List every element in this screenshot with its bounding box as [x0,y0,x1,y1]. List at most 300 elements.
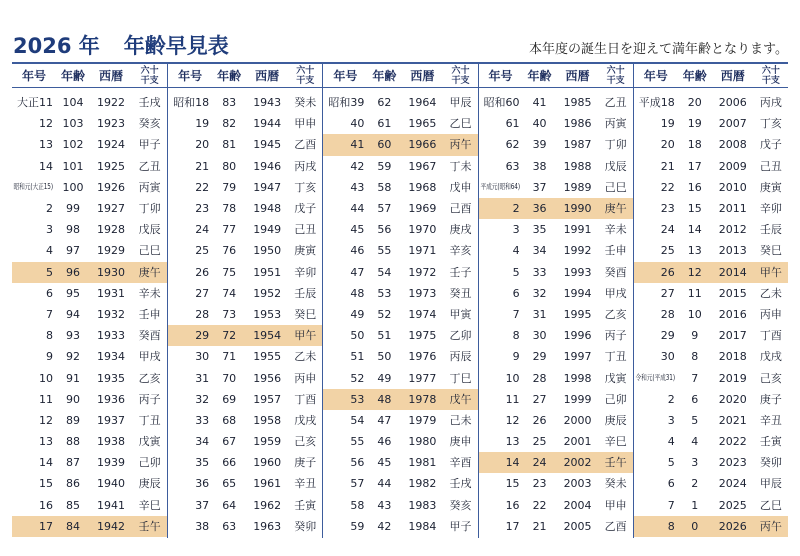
age-cell: 4 [691,435,699,449]
table-row [323,325,477,346]
table-row [634,156,788,177]
eto-cell: 戊申 [449,180,472,194]
year-cell: 1972 [408,265,437,279]
table-row [323,262,477,283]
year-cell: 1938 [97,435,125,449]
eto-cell: 丁卯 [604,138,627,152]
table-row [12,410,167,431]
year-cell: 1942 [97,519,125,533]
age-cell: 62 [377,96,392,110]
era-cell [634,329,678,342]
era-cell [479,117,523,130]
table-row [12,283,167,304]
era-cell [12,456,56,469]
era-cell [479,244,523,257]
era-cell [168,266,212,279]
table-row [12,431,167,452]
eto-cell: 己巳 [138,244,161,258]
year-cell: 2020 [718,392,747,406]
era-label: 5 [667,456,675,470]
era-cell [323,477,367,490]
era-cell [634,393,678,406]
age-cell: 40 [532,117,547,131]
era-label: 昭和元(大正15) [13,182,53,192]
table-row [168,452,322,473]
header-eto-line-2: 干支 [296,75,315,86]
year-cell: 1969 [408,202,437,216]
age-cell: 60 [377,138,392,152]
year-cell: 1950 [253,244,282,258]
era-cell [323,244,367,257]
table-row [634,177,788,198]
era-cell [323,223,367,236]
era-cell [12,223,56,236]
era-cell [12,138,56,151]
year-cell: 1987 [563,138,592,152]
era-cell [634,477,678,490]
table-row [323,219,477,240]
eto-cell: 乙卯 [449,329,472,343]
year-cell: 2009 [718,159,747,173]
era-label: 61 [505,117,520,131]
header-eto-line-1: 六十 [140,65,159,76]
era-cell [323,138,367,151]
era-cell [323,96,367,109]
era-label: 5 [46,265,53,279]
era-label: 6 [512,286,520,300]
year-cell: 1934 [97,350,125,364]
era-cell [634,138,678,151]
table-row [634,367,788,388]
year-cell: 1982 [408,477,437,491]
year-cell: 1975 [408,329,437,343]
year-cell: 2003 [563,477,592,491]
age-cell: 94 [66,307,80,321]
age-cell: 34 [532,244,547,258]
era-label: 45 [350,223,365,237]
era-label: 14 [39,159,53,173]
eto-cell: 壬寅 [759,435,782,449]
eto-cell: 戊戌 [294,413,317,427]
year-cell: 1996 [563,329,592,343]
era-label: 23 [660,202,675,216]
era-label: 30 [660,350,675,364]
era-label: 27 [660,286,675,300]
era-label: 3 [46,223,53,237]
era-cell [479,520,523,533]
age-cell: 26 [532,413,547,427]
year-cell: 1928 [97,223,125,237]
era-label: 56 [350,456,365,470]
year-cell: 1962 [253,498,282,512]
year-cell: 1927 [97,202,125,216]
year-cell: 1989 [563,180,592,194]
era-label: 2 [46,202,53,216]
table-header [634,62,788,88]
era-label: 51 [350,350,365,364]
table-row [634,240,788,261]
era-label: 57 [350,477,365,491]
header-eto-line-1: 六十 [451,65,470,76]
eto-cell: 甲辰 [759,477,782,491]
table-row [168,346,322,367]
table-group [167,62,322,538]
age-cell: 96 [66,265,80,279]
era-label: 平成18 [638,96,675,110]
year-cell: 2006 [718,96,747,110]
era-label: 7 [512,307,520,321]
year-cell: 1952 [253,286,282,300]
table-row-highlighted [634,516,788,537]
age-cell: 75 [222,265,237,279]
era-cell [634,202,678,215]
header-eto [443,66,477,86]
table-row [12,304,167,325]
eto-cell: 癸巳 [759,244,782,258]
age-cell: 85 [66,498,80,512]
era-cell [479,477,523,490]
era-cell [479,202,523,215]
year-cell: 2026 [718,519,747,533]
eto-cell: 丁酉 [294,392,317,406]
eto-cell: 辛巳 [138,498,161,512]
year-cell: 1953 [253,307,282,321]
year-cell: 2017 [718,329,747,343]
eto-cell: 乙酉 [604,519,627,533]
age-cell: 44 [377,477,392,491]
era-label: 6 [46,286,53,300]
table-row [479,431,633,452]
era-label: 23 [195,202,210,216]
table-row [479,156,633,177]
era-label: 30 [195,350,210,364]
table-row [12,389,167,410]
year-cell: 2021 [718,413,747,427]
eto-cell: 丁丑 [138,413,161,427]
header-eto [599,66,633,86]
era-label: 59 [350,519,365,533]
era-label: 4 [512,244,520,258]
table-row [323,283,477,304]
era-label: 9 [512,350,520,364]
year-cell: 1978 [408,392,437,406]
table-row [323,113,477,134]
year-cell: 1985 [563,96,592,110]
era-label: 19 [195,117,210,131]
eto-cell: 己丑 [294,223,317,237]
era-label: 15 [39,477,53,491]
eto-cell: 丙寅 [604,117,627,131]
era-cell [168,435,212,448]
eto-cell: 乙未 [759,286,782,300]
era-cell [168,456,212,469]
eto-cell: 乙丑 [138,159,161,173]
table-group [633,62,788,538]
table-row [168,473,322,494]
year-cell: 2007 [718,117,747,131]
era-cell [168,393,212,406]
era-cell [634,287,678,300]
year-cell: 2018 [718,350,747,364]
table-row [12,367,167,388]
eto-cell: 戊午 [449,392,472,406]
year-cell: 1957 [253,392,282,406]
age-cell: 19 [687,117,702,131]
age-cell: 74 [222,286,237,300]
era-label: 24 [660,223,675,237]
eto-cell: 丁亥 [294,180,317,194]
year-cell: 1937 [97,413,125,427]
header-year: 西暦 [565,68,590,83]
age-cell: 76 [222,244,237,258]
eto-cell: 丙子 [604,329,627,343]
era-cell [168,202,212,215]
age-cell: 57 [377,202,392,216]
eto-cell: 壬申 [138,307,161,321]
year-cell: 1959 [253,435,282,449]
era-cell [634,223,678,236]
eto-cell: 甲子 [138,138,161,152]
era-label: 19 [660,117,675,131]
eto-cell: 辛酉 [449,456,472,470]
age-cell: 99 [66,202,80,216]
age-cell: 8 [691,350,699,364]
table-row [323,92,477,113]
year-cell: 1995 [563,307,592,321]
age-cell: 41 [532,96,547,110]
age-cell: 83 [222,96,237,110]
eto-cell: 癸丑 [449,286,472,300]
table-body [168,88,322,537]
year-cell: 2025 [718,498,747,512]
year-cell: 1970 [408,223,437,237]
table-row [323,516,477,537]
era-label: 10 [505,371,520,385]
era-cell [323,499,367,512]
year-cell: 1964 [408,96,437,110]
eto-cell: 丙午 [449,138,472,152]
eto-cell: 丙子 [138,392,161,406]
table-row [168,431,322,452]
era-label: 38 [195,519,210,533]
table-row [12,198,167,219]
table-row [479,283,633,304]
table-row [168,516,322,537]
era-cell [168,117,212,130]
age-cell: 32 [532,286,547,300]
era-cell [168,350,212,363]
era-label: 22 [195,180,210,194]
eto-cell: 庚午 [604,202,627,216]
header-year: 西暦 [720,68,745,83]
eto-cell: 庚辰 [138,477,161,491]
era-label: 7 [667,498,675,512]
era-cell [12,266,56,279]
era-label: 37 [195,498,210,512]
era-label: 22 [660,180,675,194]
eto-cell: 甲戌 [138,350,161,364]
age-cell: 45 [377,456,392,470]
era-cell [479,393,523,406]
era-label: 4 [667,435,675,449]
era-cell [479,456,523,469]
era-label: 13 [39,138,53,152]
age-cell: 7 [691,371,699,385]
table-row [323,156,477,177]
era-label: 9 [46,350,53,364]
year-cell: 1980 [408,435,437,449]
age-cell: 52 [377,307,392,321]
age-cell: 35 [532,223,547,237]
era-label: 7 [46,307,53,321]
header-age: 年齢 [217,68,242,83]
year-cell: 1961 [253,477,282,491]
table-row [168,304,322,325]
era-label: 5 [512,265,520,279]
era-label: 12 [39,117,53,131]
age-cell: 91 [66,371,80,385]
era-label: 26 [195,265,210,279]
eto-cell: 庚辰 [604,413,627,427]
age-cell: 84 [66,519,80,533]
age-cell: 25 [532,435,547,449]
year-cell: 2013 [718,244,747,258]
year-cell: 1929 [97,244,125,258]
year-cell: 1930 [97,265,125,279]
header-eto-line-1: 六十 [296,65,315,76]
header-era: 年号 [333,68,358,83]
age-cell: 38 [532,159,547,173]
era-cell [634,414,678,427]
table-row [12,452,167,473]
age-cell: 47 [377,413,392,427]
age-cell: 36 [532,202,547,216]
year-cell: 1998 [563,371,592,385]
era-cell [168,160,212,173]
table-row [168,92,322,113]
era-label: 35 [195,456,210,470]
age-cell: 97 [66,244,80,258]
table-row [168,134,322,155]
eto-cell: 辛巳 [604,435,627,449]
era-label: 12 [505,413,520,427]
eto-cell: 己酉 [449,202,472,216]
table-row [479,304,633,325]
era-cell [12,308,56,321]
table-row [479,262,633,283]
table-body [323,88,477,537]
eto-cell: 甲午 [759,265,782,279]
era-label: 63 [505,159,520,173]
age-cell: 51 [377,329,392,343]
table-row [479,92,633,113]
era-label: 44 [350,202,365,216]
age-cell: 12 [687,265,702,279]
eto-cell: 戊子 [759,138,782,152]
table-row [323,346,477,367]
year-cell: 1967 [408,159,437,173]
header-age: 年齢 [682,68,707,83]
age-cell: 42 [377,519,392,533]
eto-cell: 甲寅 [449,307,472,321]
table-row [634,134,788,155]
era-label: 大正11 [17,96,53,110]
table-row [323,452,477,473]
era-cell [168,138,212,151]
era-cell [12,393,56,406]
era-label: 50 [350,329,365,343]
era-cell [12,287,56,300]
year-cell: 1947 [253,180,282,194]
table-row [479,219,633,240]
era-label: 29 [195,329,210,343]
era-cell [479,223,523,236]
table-row [634,283,788,304]
age-cell: 43 [377,498,392,512]
table-row [323,177,477,198]
table-row [479,516,633,537]
era-cell [12,96,56,109]
eto-cell: 丙申 [759,307,782,321]
era-cell [168,244,212,257]
era-cell [479,329,523,342]
table-row [323,431,477,452]
table-row [634,304,788,325]
eto-cell: 己卯 [138,456,161,470]
era-cell [168,372,212,385]
eto-cell: 甲申 [294,117,317,131]
year-cell: 1924 [97,138,125,152]
age-cell: 98 [66,223,80,237]
table-row [168,367,322,388]
header-year: 西暦 [255,68,280,83]
title-year: 2026 年 [13,34,100,58]
year-cell: 1976 [408,350,437,364]
header-age: 年齢 [372,68,397,83]
era-cell [479,138,523,151]
eto-cell: 辛亥 [449,244,472,258]
year-cell: 1958 [253,413,282,427]
age-cell: 67 [222,435,237,449]
age-cell: 72 [222,329,237,343]
age-cell: 68 [222,413,237,427]
age-cell: 69 [222,392,237,406]
era-label: 28 [660,307,675,321]
table-row [634,452,788,473]
era-cell [634,266,678,279]
age-cell: 92 [66,350,80,364]
age-cell: 39 [532,138,547,152]
table-header [479,62,633,88]
header-year: 西暦 [410,68,435,83]
eto-cell: 辛未 [604,223,627,237]
era-cell [12,435,56,448]
header-eto [754,66,788,86]
era-cell [12,477,56,490]
year-cell: 1986 [563,117,592,131]
eto-cell: 丙戌 [759,96,782,110]
age-cell: 21 [532,519,547,533]
eto-cell: 壬申 [604,244,627,258]
age-cell: 66 [222,456,237,470]
era-label: 20 [195,138,210,152]
era-cell [634,308,678,321]
age-table [12,62,788,538]
era-cell [479,372,523,385]
year-cell: 2000 [563,413,592,427]
table-row [634,113,788,134]
age-cell: 71 [222,350,237,364]
